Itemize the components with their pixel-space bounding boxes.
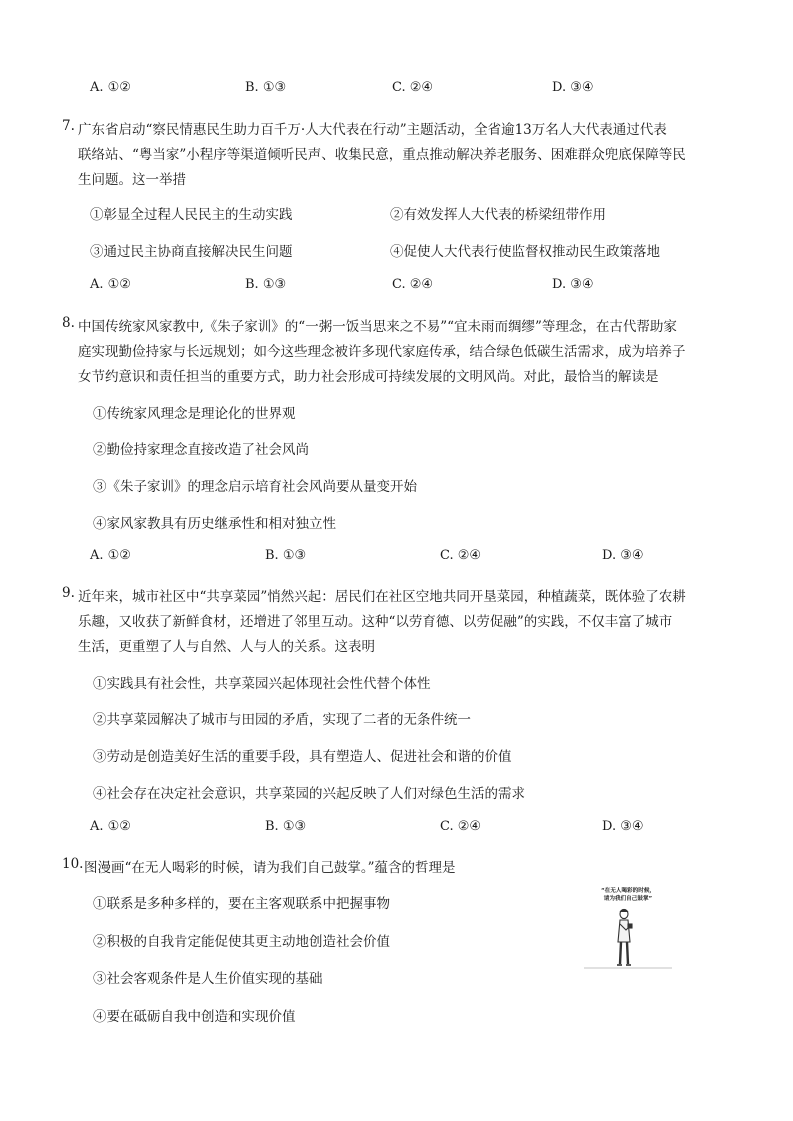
cartoon-caption-line-1: “在无人喝彩的时候， (600, 888, 656, 894)
q7-option-3: ③通过民主协商直接解决民生问题 (90, 244, 293, 260)
q10-option-2: ②积极的自我肯定能促使其更主动地创造社会价值 (93, 934, 390, 950)
person-figure (617, 909, 632, 965)
q10-cartoon (580, 884, 676, 976)
q8-stem-line-2: 庭实现勤俭持家与长远规划；如今这些理念被许多现代家庭传承，结合绿色低碳生活需求，成为培养子 (78, 344, 686, 360)
q8-choice-d[interactable]: D. ③④ (602, 548, 644, 563)
q9-number: 9. (62, 585, 75, 601)
q10-option-1: ①联系是多种多样的，要在主客观联系中把握事物 (93, 896, 390, 912)
q9-stem-line-3: 生活，更重塑了人与自然、人与人的关系。这表明 (78, 639, 375, 655)
q9-option-1: ①实践具有社会性，共享菜园兴起体现社会性代替个体性 (93, 676, 431, 692)
q7-option-4: ④促使人大代表行使监督权推动民生政策落地 (390, 244, 660, 260)
q8-choice-a[interactable]: A. ①② (90, 548, 131, 563)
q7-option-1: ①彰显全过程人民民主的生动实践 (90, 207, 293, 223)
q6-choice-a[interactable]: A. ①② (90, 80, 131, 95)
q8-option-3: ③《朱子家训》的理念启示培育社会风尚要从量变开始 (93, 479, 417, 495)
phone-icon (628, 924, 632, 928)
q6-choice-d[interactable]: D. ③④ (552, 80, 594, 95)
q7-choice-a[interactable]: A. ①② (90, 277, 131, 292)
q9-choice-a[interactable]: A. ①② (90, 819, 131, 834)
q7-option-2: ②有效发挥人大代表的桥梁纽带作用 (390, 207, 606, 223)
q7-number: 7. (62, 118, 75, 134)
q9-option-3: ③劳动是创造美好生活的重要手段，具有塑造人、促进社会和谐的价值 (93, 749, 512, 765)
q9-choice-c[interactable]: C. ②④ (440, 819, 482, 834)
q9-choice-b[interactable]: B. ①③ (265, 819, 307, 834)
q9-stem-line-2: 乐趣，又收获了新鲜食材，还增进了邻里互动。这种“以劳育德、以劳促融”的实践，不仅丰富了城市 (78, 614, 673, 630)
q7-choice-c[interactable]: C. ②④ (392, 277, 434, 292)
q10-stem-line-1: 图漫画“在无人喝彩的时候，请为我们自己鼓掌。”蕴含的哲理是 (84, 860, 456, 876)
q7-stem-line-2: 联络站、“粤当家”小程序等渠道倾听民声、收集民意，重点推动解决养老服务、困难群众兜底保障等民 (78, 147, 686, 163)
q7-stem-line-3: 生问题。这一举措 (78, 172, 186, 188)
cartoon-caption-line-2: 请为我们自己鼓掌” (603, 896, 653, 902)
q8-choice-b[interactable]: B. ①③ (265, 548, 307, 563)
q7-choice-b[interactable]: B. ①③ (245, 277, 287, 292)
q10-number: 10. (62, 856, 84, 872)
q8-option-2: ②勤俭持家理念直接改造了社会风尚 (93, 442, 309, 458)
q10-option-3: ③社会客观条件是人生价值实现的基础 (93, 971, 323, 987)
q8-number: 8. (62, 315, 75, 331)
q9-option-2: ②共享菜园解决了城市与田园的矛盾，实现了二者的无条件统一 (93, 712, 471, 728)
q9-option-4: ④社会存在决定社会意识，共享菜园的兴起反映了人们对绿色生活的需求 (93, 786, 525, 802)
q6-choice-c[interactable]: C. ②④ (392, 80, 434, 95)
q8-option-1: ①传统家风理念是理论化的世界观 (93, 406, 296, 422)
q10-option-4: ④要在砥砺自我中创造和实现价值 (93, 1009, 296, 1025)
q8-option-4: ④家风家教具有历史继承性和相对独立性 (93, 516, 336, 532)
q9-stem-line-1: 近年来，城市社区中“共享菜园”悄然兴起：居民们在社区空地共同开垦菜园，种植蔬菜，既体验了农耕 (78, 589, 686, 605)
q7-choice-d[interactable]: D. ③④ (552, 277, 594, 292)
q7-stem-line-1: 广东省启动“察民情惠民生助力百千万·人大代表在行动”主题活动，全省逾13万名人大代表通过代表 (78, 122, 667, 138)
q6-choice-b[interactable]: B. ①③ (245, 80, 287, 95)
q8-choice-c[interactable]: C. ②④ (440, 548, 482, 563)
q9-choice-d[interactable]: D. ③④ (602, 819, 644, 834)
q8-stem-line-1: 中国传统家风家教中,《朱子家训》的“一粥一饭当思来之不易”“宜未雨而绸缪”等理念，在古代帮助家 (78, 319, 677, 335)
q8-stem-line-3: 女节约意识和责任担当的重要方式，助力社会形成可持续发展的文明风尚。对此，最恰当的解读是 (78, 369, 659, 385)
